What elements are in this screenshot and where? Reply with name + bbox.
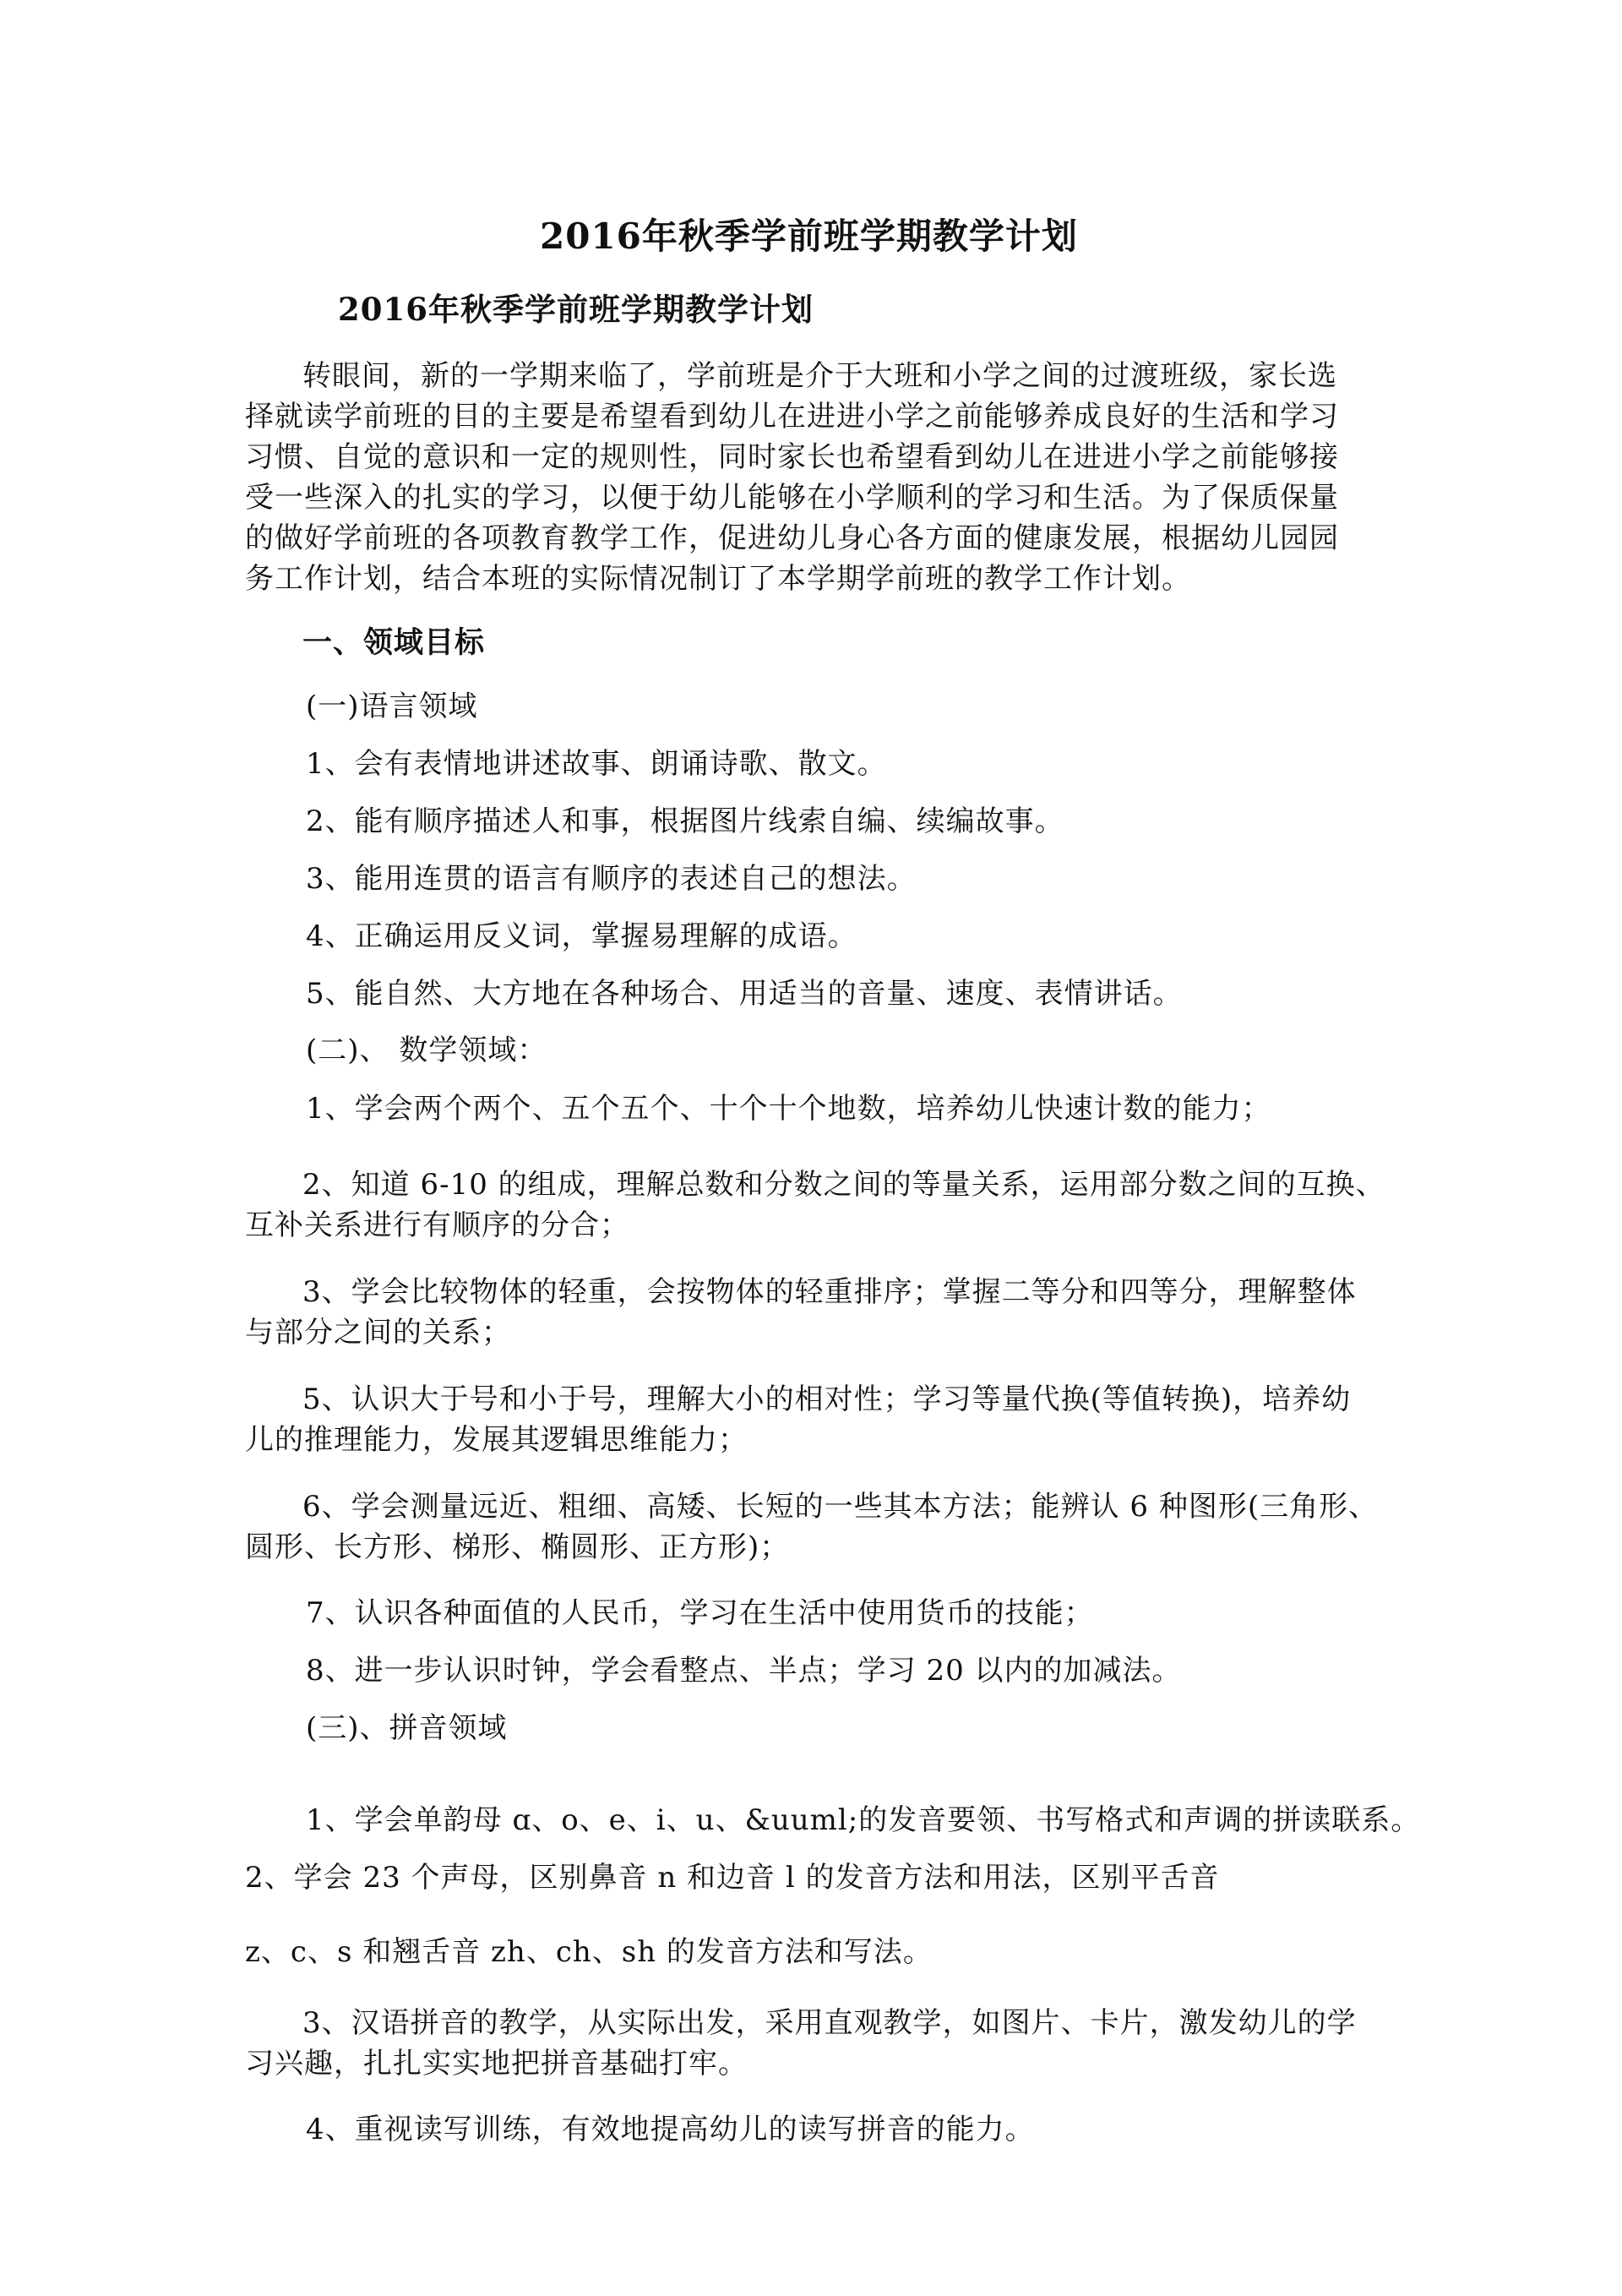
pinyin-item: 习兴趣，扎扎实实地把拼音基础打牢。	[245, 2047, 748, 2081]
math-item: 7、认识各种面值的人民币，学习在生活中使用货币的技能；	[306, 1596, 1094, 1630]
intro-line: 的做好学前班的各项教育教学工作，促进幼儿身心各方面的健康发展，根据幼儿园园	[245, 521, 1339, 555]
pinyin-item: 1、学会单韵母 ɑ、o、e、i、u、&uuml;的发音要领、书写格式和声调的拼读联系。	[306, 1803, 1421, 1837]
pinyin-item: z、c、s 和翘舌音 zh、ch、sh 的发音方法和写法。	[245, 1935, 933, 1969]
pinyin-heading: (三)、拼音领域	[306, 1711, 508, 1745]
language-heading: (一)语言领域	[306, 690, 478, 723]
intro-line: 习惯、自觉的意识和一定的规则性，同时家长也希望看到幼儿在进进小学之前能够接	[245, 440, 1339, 474]
math-item: 5、认识大于号和小于号，理解大小的相对性；学习等量代换(等值转换)，培养幼	[302, 1383, 1352, 1416]
intro-line: 受一些深入的扎实的学习，以便于幼儿能够在小学顺利的学习和生活。为了保质保量	[245, 481, 1339, 515]
math-item: 8、进一步认识时钟，学会看整点、半点；学习 20 以内的加减法。	[306, 1654, 1182, 1688]
math-item: 互补关系进行有顺序的分合；	[245, 1208, 629, 1242]
pinyin-item: 2、学会 23 个声母，区别鼻音 n 和边音 l 的发音方法和用法，区别平舌音	[245, 1861, 1220, 1895]
math-item: 3、学会比较物体的轻重，会按物体的轻重排序；掌握二等分和四等分，理解整体	[302, 1275, 1357, 1309]
intro-line: 择就读学前班的目的主要是希望看到幼儿在进进小学之前能够养成良好的生活和学习	[245, 400, 1339, 434]
math-item: 与部分之间的关系；	[245, 1316, 511, 1350]
language-item: 1、会有表情地讲述故事、朗诵诗歌、散文。	[306, 747, 887, 781]
math-item: 儿的推理能力，发展其逻辑思维能力；	[245, 1423, 748, 1457]
language-item: 2、能有顺序描述人和事，根据图片线索自编、续编故事。	[306, 804, 1064, 838]
math-heading: (二)、 数学领域：	[306, 1033, 547, 1067]
intro-line: 转眼间，新的一学期来临了，学前班是介于大班和小学之间的过渡班级，家长选	[302, 359, 1337, 393]
language-item: 5、能自然、大方地在各种场合、用适当的音量、速度、表情讲话。	[306, 977, 1183, 1011]
language-item: 4、正确运用反义词，掌握易理解的成语。	[306, 919, 857, 953]
document-title: 2016年秋季学前班学期教学计划	[540, 215, 1078, 257]
pinyin-item: 4、重视读写训练，有效地提高幼儿的读写拼音的能力。	[306, 2113, 1035, 2146]
math-item: 2、知道 6-10 的组成，理解总数和分数之间的等量关系，运用部分数之间的互换、	[302, 1168, 1385, 1202]
pinyin-item: 3、汉语拼音的教学，从实际出发，采用直观教学，如图片、卡片，激发幼儿的学	[302, 2006, 1357, 2040]
section-heading: 一、领域目标	[302, 625, 486, 660]
intro-line: 务工作计划，结合本班的实际情况制订了本学期学前班的教学工作计划。	[245, 562, 1191, 596]
math-item: 1、学会两个两个、五个五个、十个十个地数，培养幼儿快速计数的能力；	[306, 1092, 1271, 1126]
math-item: 6、学会测量远近、粗细、高矮、长短的一些其本方法；能辨认 6 种图形(三角形、	[302, 1490, 1379, 1524]
document-subtitle: 2016年秋季学前班学期教学计划	[338, 291, 814, 328]
math-item: 圆形、长方形、梯形、椭圆形、正方形)；	[245, 1530, 790, 1564]
language-item: 3、能用连贯的语言有顺序的表述自己的想法。	[306, 862, 917, 896]
